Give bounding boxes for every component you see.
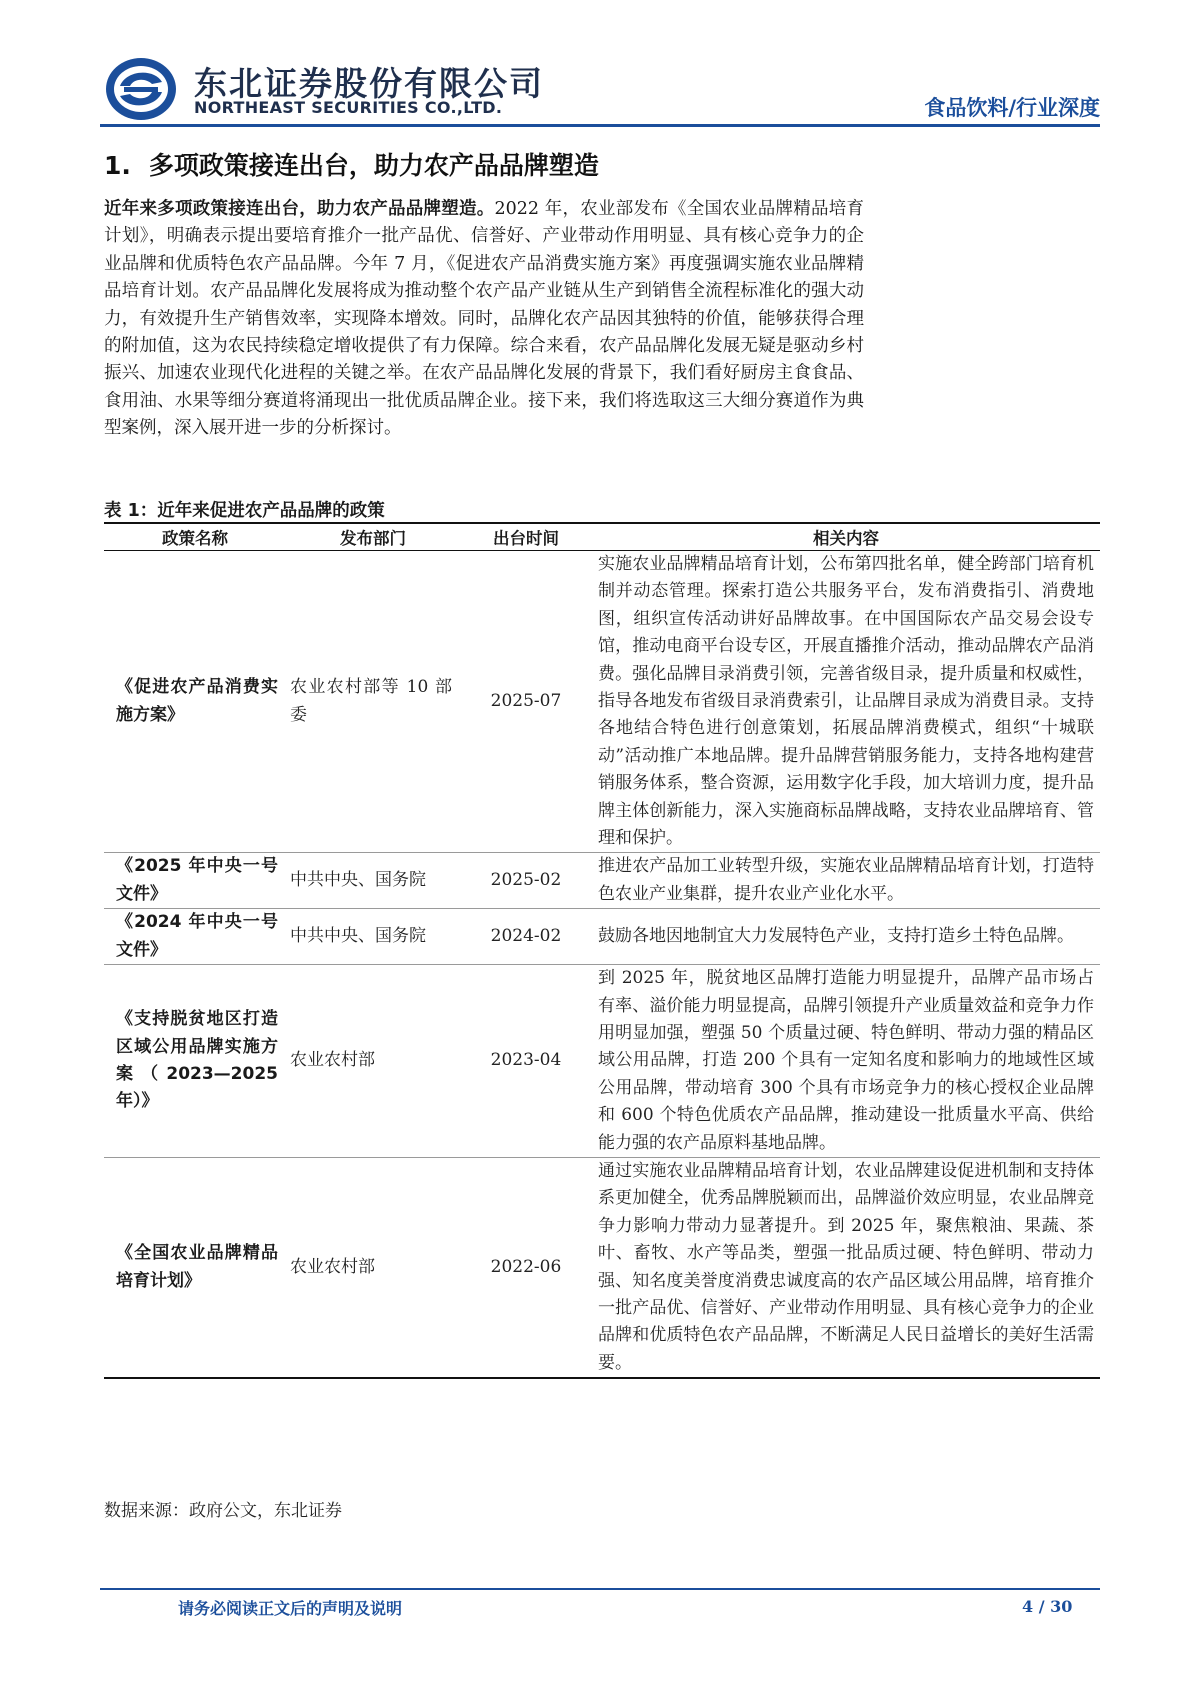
date-cell: 2022-06 [460, 1157, 592, 1378]
section-title-text: 多项政策接连出台，助力农产品品牌塑造 [148, 151, 599, 180]
department-cell: 农业农村部 [286, 1157, 460, 1378]
paragraph-body: 2022 年，农业部发布《全国农业品牌精品培育计划》，明确表示提出要培育推介一批产品优、信誉好、产业带动作用明显、具有核心竞争力的企业品牌和优质特色农产品品牌。今年 7 月，《促进农产品消费实施方案》再度强调实施农业品牌精品培育计划。农产品品牌化发展将成为推动整个农产品产业链从生产到销售全流程标准化的强大动力，有效提升生产销售效率，实现降本增效。同时，品牌化农产品因其独特的价值，能够获得合理的附加值，这为农民持续稳定增收提供了有力保障。综合来看，农产品品牌化发展无疑是驱动乡村振兴、加速农业现代化进程的关键之举。在农产品品牌化发展的背景下，我们看好厨房主食食品、食用油、水果等细分赛道将涌现出一批优质品牌企业。接下来，我们将选取这三大细分赛道作为典型案例，深入展开进一步的分析探讨。 [104, 199, 865, 439]
disclaimer-note: 请务必阅读正文后的声明及说明 [178, 1599, 403, 1618]
northeast-securities-logo-icon [104, 56, 178, 122]
header-department: 发布部门 [286, 523, 460, 551]
policy-name-cell: 《全国农业品牌精品培育计划》 [104, 1157, 286, 1378]
section-number: 1. [104, 151, 131, 180]
date-cell: 2024-02 [460, 909, 592, 965]
table-header-row [104, 523, 1100, 551]
policy-table-container [104, 522, 1100, 1379]
content-cell: 推进农产品加工业转型升级，实施农业品牌精品培育计划，打造特色农业产业集群，提升农业产业化水平。 [592, 853, 1100, 909]
data-source-note: 数据来源：政府公文，东北证券 [104, 1501, 342, 1521]
page-header [104, 52, 1100, 124]
report-category: 食品饮料/行业深度 [924, 96, 1100, 120]
table-row [104, 853, 1100, 909]
company-name-en: NORTHEAST SECURITIES CO.,LTD. [194, 98, 503, 117]
content-cell: 实施农业品牌精品培育计划，公布第四批名单，健全跨部门培育机制并动态管理。探索打造公共服务平台，发布消费指引、消费地图，组织宣传活动讲好品牌故事。在中国国际农产品交易会设专馆，推动电商平台设专区，开展直播推介活动，推动品牌农产品消费。强化品牌目录消费引领，完善省级目录，提升质量和权威性，指导各地发布省级目录消费索引，让品牌目录成为消费目录。支持各地结合特色进行创意策划，拓展品牌消费模式，组织“十城联动”活动推广本地品牌。提升品牌营销服务能力，支持各地构建营销服务体系，整合资源，运用数字化手段，加大培训力度，提升品牌主体创新能力，深入实施商标品牌战略，支持农业品牌培育、管理和保护。 [592, 551, 1100, 853]
department-cell: 农业农村部等 10 部委 [286, 551, 460, 853]
intro-paragraph [104, 196, 864, 443]
date-cell: 2025-02 [460, 853, 592, 909]
date-cell: 2025-07 [460, 551, 592, 853]
policy-table [104, 522, 1100, 1379]
header-divider [100, 124, 1100, 127]
policy-name-cell: 《2024 年中央一号文件》 [104, 909, 286, 965]
table-caption: 表 1：近年来促进农产品品牌的政策 [104, 501, 385, 521]
content-cell: 到 2025 年，脱贫地区品牌打造能力明显提升，品牌产品市场占有率、溢价能力明显提高，品牌引领提升产业质量效益和竞争力作用明显加强，塑强 50 个质量过硬、特色鲜明、带动力强的精品区域公用品牌，打造 200 个具有一定知名度和影响力的地域性区域公用品牌，带动培育 300 个具有市场竞争力的核心授权企业品牌和 600 个特色优质农产品品牌，推动建设一批质量水平高、供给能力强的农产品原料基地品牌。 [592, 965, 1100, 1158]
header-content: 相关内容 [592, 523, 1100, 551]
section-heading [104, 146, 599, 182]
table-row [104, 909, 1100, 965]
header-date: 出台时间 [460, 523, 592, 551]
department-cell: 中共中央、国务院 [286, 909, 460, 965]
paragraph-lead: 近年来多项政策接连出台，助力农产品品牌塑造。 [104, 199, 495, 219]
date-cell: 2023-04 [460, 965, 592, 1158]
table-row [104, 551, 1100, 853]
footer-divider [100, 1588, 1100, 1590]
department-cell: 中共中央、国务院 [286, 853, 460, 909]
header-policy-name: 政策名称 [104, 523, 286, 551]
table-row [104, 1157, 1100, 1378]
content-cell: 通过实施农业品牌精品培育计划，农业品牌建设促进机制和支持体系更加健全，优秀品牌脱颖而出，品牌溢价效应明显，农业品牌竞争力影响力带动力显著提升。到 2025 年，聚焦粮油、果蔬、茶叶、畜牧、水产等品类，塑强一批品质过硬、特色鲜明、带动力强、知名度美誉度消费忠诚度高的农产品区域公用品牌，培育推介一批产品优、信誉好、产业带动作用明显、具有核心竞争力的企业品牌和优质特色农产品品牌，不断满足人民日益增长的美好生活需要。 [592, 1157, 1100, 1378]
policy-name-cell: 《2025 年中央一号文件》 [104, 853, 286, 909]
company-name-cn: 东北证券股份有限公司 [194, 64, 544, 103]
department-cell: 农业农村部 [286, 965, 460, 1158]
page-number: 4 / 30 [1022, 1597, 1073, 1616]
content-cell: 鼓励各地因地制宜大力发展特色产业，支持打造乡土特色品牌。 [592, 909, 1100, 965]
policy-name-cell: 《支持脱贫地区打造区域公用品牌实施方案（2023—2025年）》 [104, 965, 286, 1158]
table-row [104, 965, 1100, 1158]
policy-name-cell: 《促进农产品消费实施方案》 [104, 551, 286, 853]
